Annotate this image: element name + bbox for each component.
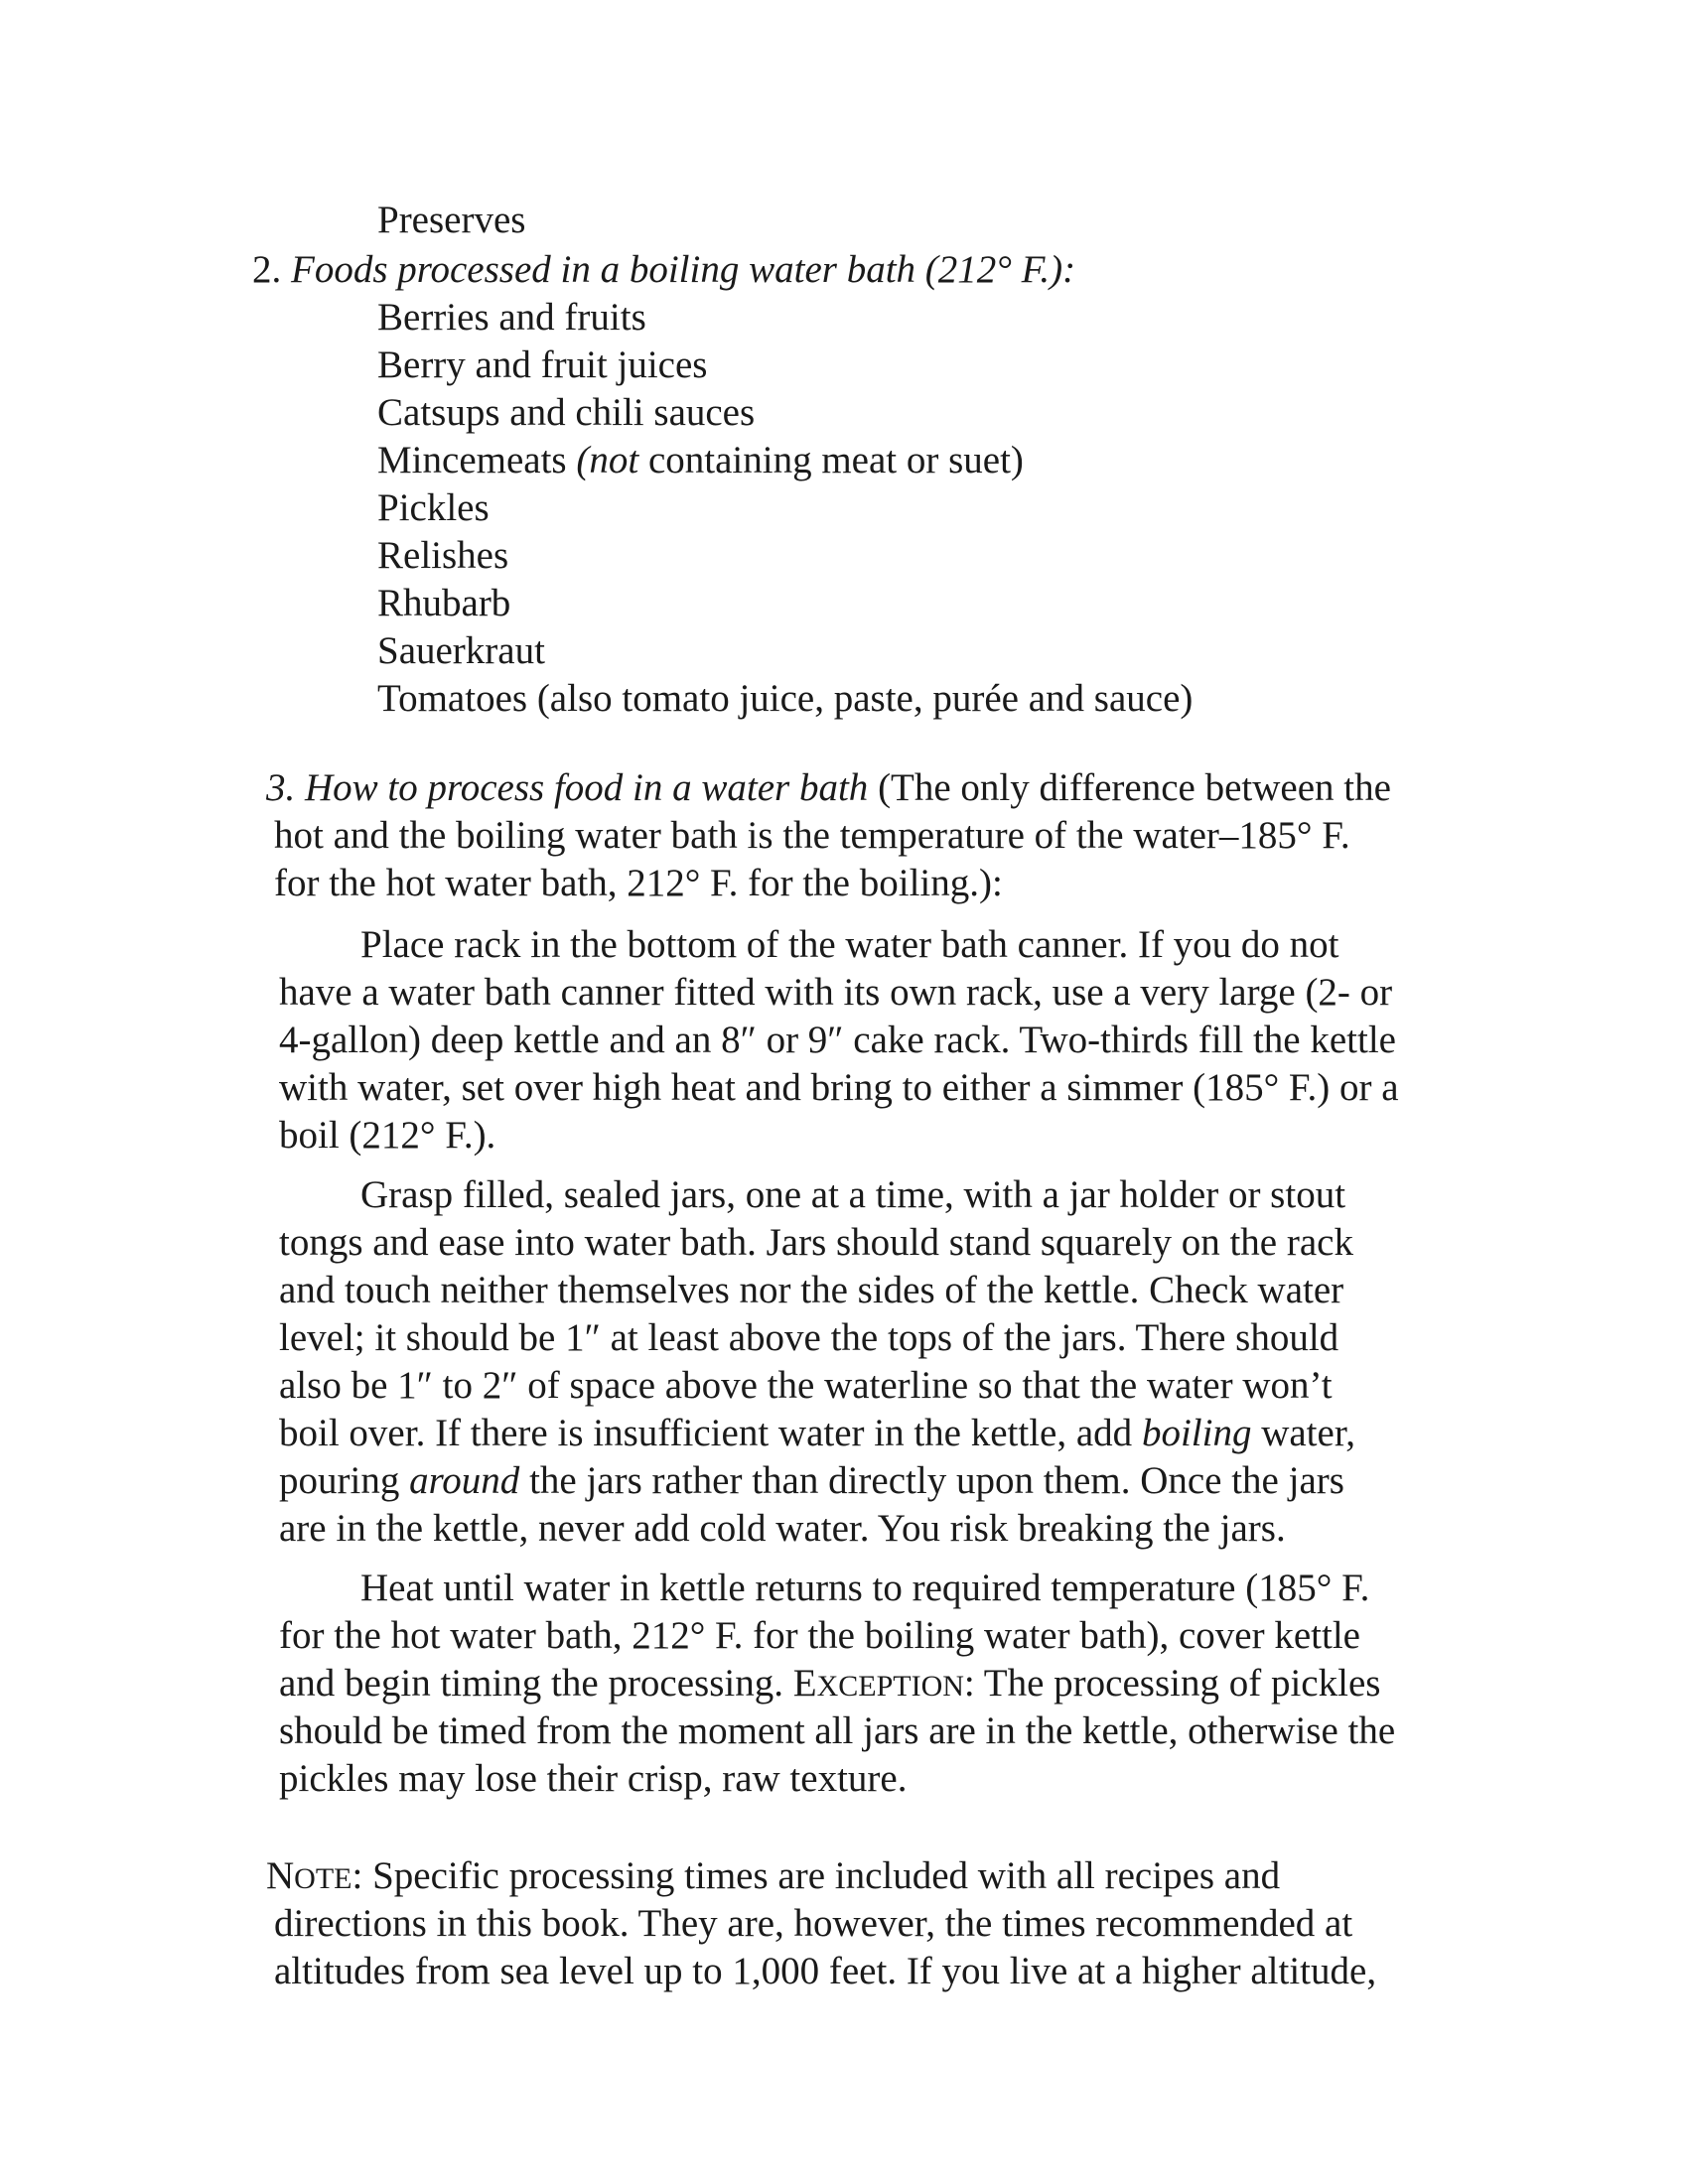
text-line: should be timed from the moment all jars are in the kettle, otherwise the [279,1709,1396,1752]
list-item: Tomatoes (also tomato juice, paste, purée and sauce) [377,677,1194,720]
text-line: hot and the boiling water bath is the temperature of the water–185° F. [274,814,1350,857]
list-item-mincemeats [377,437,1024,484]
text-line: tongs and ease into water bath. Jars should stand squarely on the rack [279,1221,1353,1264]
text-run: : The processing of pickles [963,1662,1381,1705]
text-line [279,1457,1355,1505]
text-run: containing meat or suet) [638,439,1024,481]
emphasis: (not [576,439,639,481]
list-item: Sauerkraut [377,629,545,672]
text-run: : Specific processing times are included with all recipes and [352,1854,1281,1897]
text-line: 4-gallon) deep kettle and an 8″ or 9″ cake rack. Two-thirds fill the kettle [279,1019,1396,1061]
text-line: directions in this book. They are, however, the times recommended at [274,1902,1353,1945]
text-line: boil (212° F.). [279,1114,496,1157]
text-run: (The only difference between the [868,766,1391,809]
list-item: Berries and fruits [377,296,646,339]
list-item: Relishes [377,534,509,577]
section-3-title: 3. How to process food in a water bath [266,766,869,809]
small-caps-exception [793,1662,964,1705]
paragraph-3 [279,1565,1395,1803]
paragraph-2 [279,1171,1355,1553]
section-3-heading [266,764,1391,907]
text-run: and begin timing the processing. [279,1662,793,1705]
text-line: also be 1″ to 2″ of space above the waterline so that the water won’t [279,1364,1333,1407]
text-run: Mincemeats [377,439,577,481]
text-run: water, [1251,1412,1355,1454]
text-run: boil over. If there is insufficient water in the kettle, add [279,1412,1142,1454]
text-line: level; it should be 1″ at least above the tops of the jars. There should [279,1316,1339,1359]
text-run: the jars rather than directly upon them. Once the jars [519,1459,1344,1502]
text-run: E [792,1662,817,1705]
paragraph-1 [279,921,1399,1160]
list-item: Pickles [377,486,490,529]
list-item: Berry and fruit juices [377,343,708,386]
text-line: altitudes from sea level up to 1,000 feet. If you live at a higher altitude, [274,1950,1377,1992]
text-line: pickles may lose their crisp, raw texture. [279,1757,908,1800]
text-line: Heat until water in kettle returns to required temperature (185° F. [360,1567,1370,1609]
text-line: for the hot water bath, 212° F. for the boiling.): [274,862,1003,904]
text-line [279,1660,1395,1707]
text-line: for the hot water bath, 212° F. for the boiling water bath), cover kettle [279,1614,1360,1657]
section-2-title: Foods processed in a boiling water bath (212° F.): [291,248,1076,291]
text-run: N [266,1854,295,1897]
list-item: Rhubarb [377,582,511,624]
text-line: are in the kettle, never add cold water. You risk breaking the jars. [279,1507,1286,1550]
text-line: Grasp filled, sealed jars, one at a time, with a jar holder or stout [360,1173,1346,1216]
note-paragraph [266,1852,1376,1995]
emphasis: around [409,1459,520,1502]
small-caps-note [266,1854,352,1897]
section-2-heading [252,246,1075,294]
text-line: and touch neither themselves nor the sides of the kettle. Check water [279,1269,1344,1311]
text-run: pouring [279,1459,410,1502]
emphasis: boiling [1141,1412,1252,1454]
section-2-number: 2. [252,248,282,291]
text-run: OTE [294,1862,352,1895]
list-item-preserves: Preserves [377,199,526,241]
text-line: have a water bath canner fitted with its own rack, use a very large (2- or [279,971,1393,1014]
list-item: Catsups and chili sauces [377,391,756,434]
text-run: XCEPTION [816,1670,964,1703]
text-line [266,1852,1376,1900]
text-line: with water, set over high heat and bring to either a simmer (185° F.) or a [279,1066,1399,1109]
text-line [279,1410,1355,1457]
text-line: Place rack in the bottom of the water bath canner. If you do not [360,923,1339,966]
